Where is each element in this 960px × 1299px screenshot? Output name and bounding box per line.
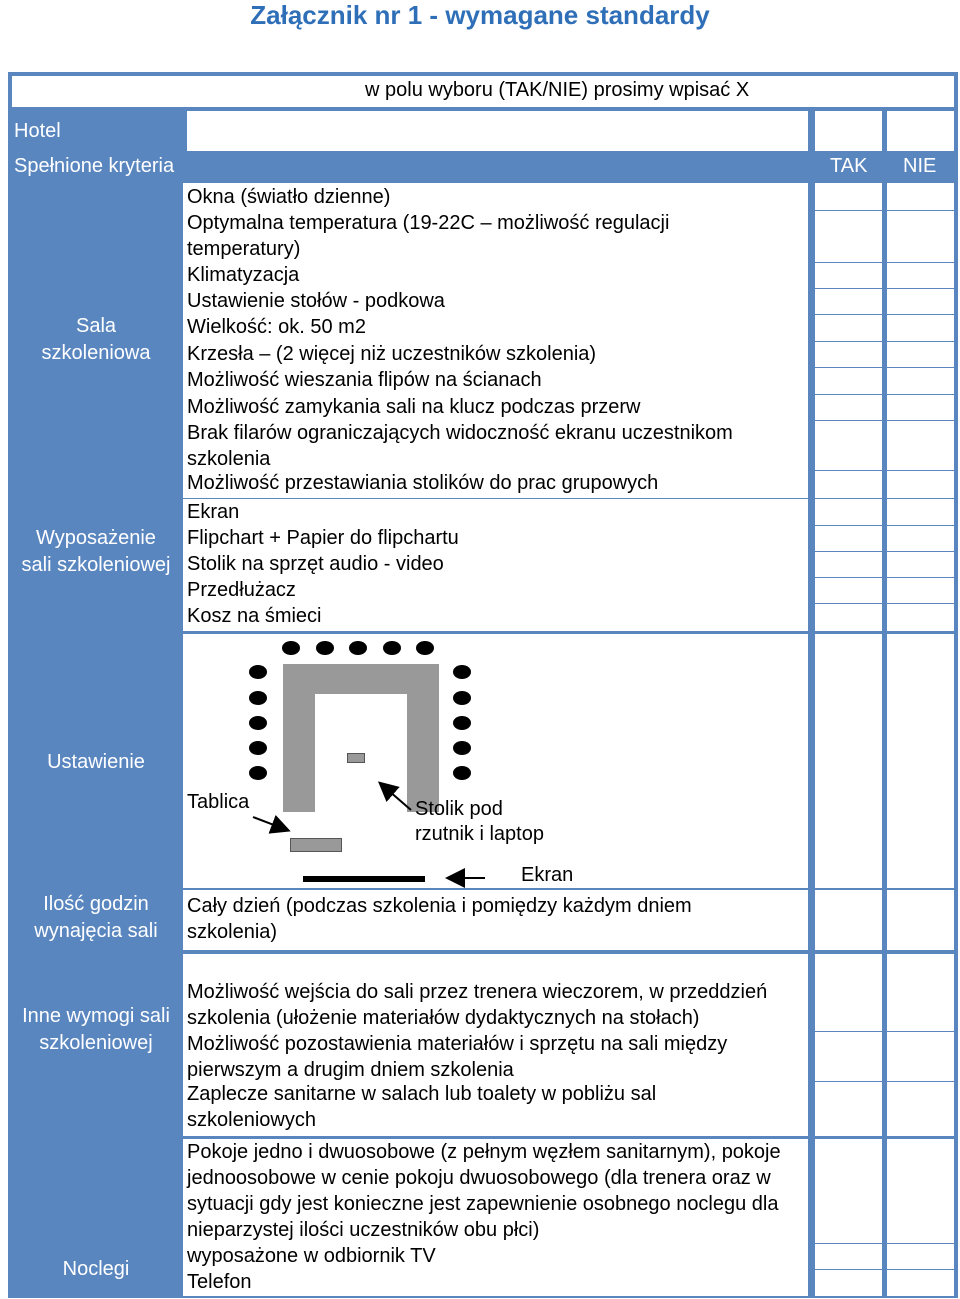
section-ustawienie-tak-column[interactable] <box>815 634 882 888</box>
section-ustawienie-nie-column[interactable] <box>887 634 954 888</box>
room-layout-diagram <box>183 634 808 888</box>
nie-header: NIE <box>903 155 937 177</box>
section-label-wyposazenie: Wyposażenie sali szkoleniowej <box>21 527 171 576</box>
ekran-label: Ekran <box>521 864 574 886</box>
sala-item: Klimatyzacja <box>187 264 300 286</box>
sala-item: Krzesła – (2 więcej niż uczestników szkolenia) <box>187 343 597 365</box>
section-godziny-tak-column[interactable] <box>815 890 882 950</box>
sala-item: Wielkość: ok. 50 m2 <box>187 316 366 338</box>
stolik-label: Stolik pod rzutnik i laptop <box>415 798 544 845</box>
noclegi-item: Pokoje jedno i dwuosobowe (z pełnym węzłem sanitarnym), pokoje jednoosobowe w cenie pokoju dwuosobowego (dla trenera oraz w sytuacji gdy jest konieczne jest zapewnienie osobnego noclegu dla nieparzystej ilości uczestników obu płci) <box>187 1141 781 1241</box>
section-noclegi-nie-column[interactable] <box>887 1139 954 1296</box>
row-divider <box>815 603 954 604</box>
section-label-noclegi: Noclegi <box>62 1258 130 1280</box>
sala-item: Ustawienie stołów - podkowa <box>187 290 445 312</box>
tablica-label: Tablica <box>187 791 250 813</box>
hotel-tak-field[interactable] <box>815 111 882 151</box>
row-divider <box>815 577 954 578</box>
sala-item: Optymalna temperatura (19-22C – możliwość regulacji temperatury) <box>187 212 670 260</box>
wyposazenie-item: Flipchart + Papier do flipchartu <box>187 527 459 549</box>
sala-item: Okna (światło dzienne) <box>187 186 391 208</box>
row-divider <box>815 367 954 368</box>
inne-item: Możliwość pozostawienia materiałów i sprzętu na sali między pierwszym a drugim dniem szkolenia <box>187 1033 728 1081</box>
section-label-godziny: Ilość godzin wynajęcia sali <box>34 893 158 942</box>
section-godziny-nie-column[interactable] <box>887 890 954 950</box>
sala-item: Możliwość wieszania flipów na ścianach <box>187 369 542 391</box>
row-divider <box>815 262 954 263</box>
wyposazenie-item: Przedłużacz <box>187 579 296 601</box>
page-title: Załącznik nr 1 - wymagane standardy <box>250 0 710 30</box>
row-divider <box>815 420 954 421</box>
wyposazenie-item: Ekran <box>187 501 240 523</box>
sala-item: Możliwość zamykania sali na klucz podczas przerw <box>187 396 641 418</box>
section-noclegi-tak-column[interactable] <box>815 1139 882 1296</box>
hotel-label: Hotel <box>14 120 61 142</box>
section-label-inne: Inne wymogi sali szkoleniowej <box>22 1005 170 1054</box>
row-divider <box>815 1269 954 1270</box>
row-divider <box>815 1031 954 1032</box>
wyposazenie-item: Stolik na sprzęt audio - video <box>187 553 444 575</box>
instruction-text: w polu wyboru (TAK/NIE) prosimy wpisać X <box>365 79 750 101</box>
wyposazenie-item: Kosz na śmieci <box>187 605 322 627</box>
row-divider <box>815 1081 954 1082</box>
sala-item: Możliwość przestawiania stolików do prac grupowych <box>187 472 659 494</box>
row-divider <box>815 1243 954 1244</box>
criteria-label: Spełnione kryteria <box>14 155 175 177</box>
row-divider <box>815 341 954 342</box>
section-wyposazenie-nie-column[interactable] <box>887 499 954 631</box>
row-divider <box>815 470 954 471</box>
section-label-sala: Sala szkoleniowa <box>41 315 151 364</box>
arrows-overlay <box>183 634 808 888</box>
section-label-ustawienie: Ustawienie <box>47 751 145 773</box>
sala-item: Brak filarów ograniczających widoczność ekranu uczestnikom szkolenia <box>187 422 733 470</box>
row-divider <box>815 525 954 526</box>
noclegi-item: Telefon <box>187 1271 252 1293</box>
row-divider <box>815 210 954 211</box>
arrow-to-board <box>253 817 287 830</box>
inne-item: Zaplecze sanitarne w salach lub toalety w pobliżu sal szkoleniowych <box>187 1083 657 1131</box>
hotel-name-field[interactable] <box>187 111 808 151</box>
row-divider <box>815 288 954 289</box>
section-inne-tak-column[interactable] <box>815 954 882 1136</box>
noclegi-item: wyposażone w odbiornik TV <box>187 1245 436 1267</box>
section-inne-nie-column[interactable] <box>887 954 954 1136</box>
row-divider <box>815 551 954 552</box>
hotel-nie-field[interactable] <box>887 111 954 151</box>
tak-header: TAK <box>830 155 868 177</box>
section-wyposazenie-tak-column[interactable] <box>815 499 882 631</box>
row-divider <box>815 314 954 315</box>
row-divider <box>815 394 954 395</box>
arrow-to-projector <box>381 784 411 810</box>
godziny-text: Cały dzień (podczas szkolenia i pomiędzy każdym dniem szkolenia) <box>187 895 692 943</box>
inne-item: Możliwość wejścia do sali przez trenera wieczorem, w przeddzień szkolenia (ułożenie materiałów dydaktycznych na stołach) <box>187 981 768 1029</box>
